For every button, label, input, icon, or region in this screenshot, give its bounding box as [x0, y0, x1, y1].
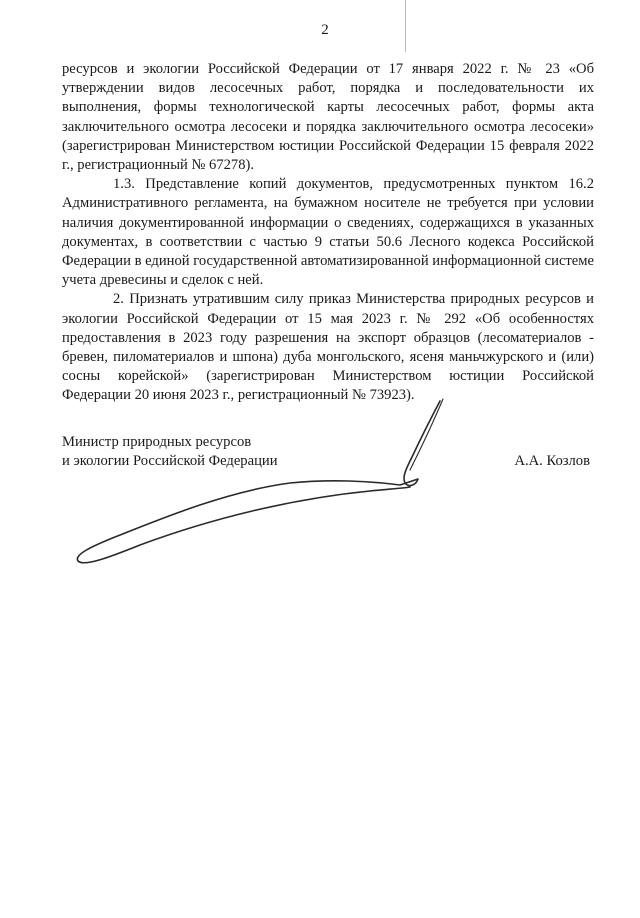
page-number: 2	[321, 22, 329, 38]
paragraph-2: 2. Признать утратившим силу приказ Министерства природных ресурсов и экологии Российской Федерации от 15 мая 2023 г. № 292 «Об особенностях предоставления в 2023 году разрешения на экспорт образцов (лесоматериалов - бревен, пиломатериалов и шпона) дуба монгольского, ясеня маньчжурского и (или) сосны корейской» (зарегистрирован Министерством юстиции Российской Федерации 20 июня 2023 г., регистрационный № 73923).	[62, 291, 594, 404]
paragraph-continuation: ресурсов и экологии Российской Федерации от 17 января 2022 г. № 23 «Об утверждении видов лесосечных работ, порядка и последовательности их выполнения, формы технологической карты лесосечных работ, формы акта заключительного осмотра лесосеки и порядка заключительного осмотра лесосеки» (зарегистрирован Министерством юстиции Российской Федерации 15 февраля 2022 г., регистрационный № 67278).	[62, 61, 594, 174]
signatory-name: А.А. Козлов	[514, 453, 590, 469]
signatory-title	[62, 433, 278, 471]
document-body	[62, 60, 594, 406]
signatory-title-line-1: Министр природных ресурсов	[62, 434, 252, 450]
paragraph-1-3: 1.3. Представление копий документов, предусмотренных пунктом 16.2 Административного регламента, на бумажном носителе не требуется при условии наличия документированной информации о сведениях, содержащихся в указанных документах, в соответствии с частью 9 статьи 50.6 Лесного кодекса Российской Федерации в единой государственной автоматизированной информационной системе учета древесины и сделок с ней.	[62, 176, 594, 289]
handwritten-signature	[60, 395, 480, 580]
signatory-title-line-2: и экологии Российской Федерации	[62, 453, 278, 469]
